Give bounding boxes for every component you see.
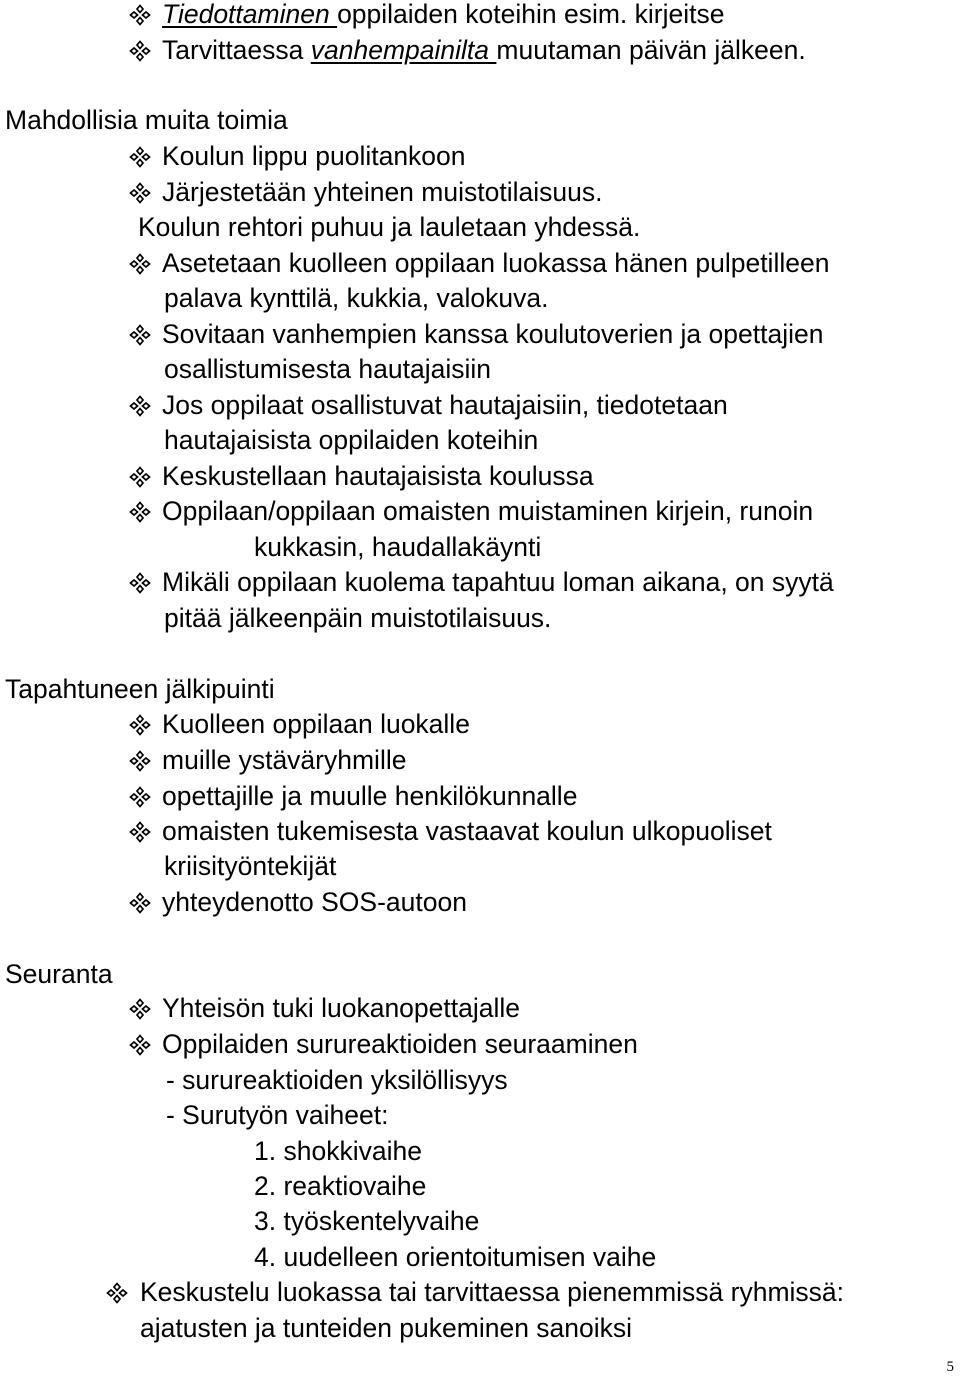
section-heading: Seuranta: [5, 959, 113, 989]
list-item: Yhteisön tuki luokanopettajalle: [162, 993, 520, 1023]
four-diamond-bullet-icon: [129, 750, 151, 772]
four-diamond-bullet-icon: [129, 821, 151, 843]
four-diamond-bullet-icon: [129, 182, 151, 204]
list-item: Tarvittaessa vanhempainilta muutaman päivän jälkeen.: [162, 35, 806, 65]
list-item-continuation: palava kynttilä, kukkia, valokuva.: [164, 283, 549, 313]
list-item: Kuolleen oppilaan luokalle: [162, 709, 470, 739]
four-diamond-bullet-icon: [129, 324, 151, 346]
section-heading: Tapahtuneen jälkipuinti: [5, 674, 275, 704]
section-heading: Mahdollisia muita toimia: [5, 105, 288, 135]
phase-item: 3. työskentelyvaihe: [254, 1206, 480, 1236]
four-diamond-bullet-icon: [129, 714, 151, 736]
sub-item: - surureaktioiden yksilöllisyys: [166, 1065, 508, 1095]
list-item: Mikäli oppilaan kuolema tapahtuu loman aikana, on syytä: [162, 567, 834, 597]
list-item: Asetetaan kuolleen oppilaan luokassa hänen pulpetilleen: [162, 248, 830, 278]
emphasized-text: Tiedottaminen: [162, 0, 338, 29]
four-diamond-bullet-icon: [129, 466, 151, 488]
page-number: 5: [946, 1359, 954, 1375]
list-item: muille ystäväryhmille: [162, 745, 407, 775]
four-diamond-bullet-icon: [129, 501, 151, 523]
list-item: Järjestetään yhteinen muistotilaisuus.: [162, 177, 603, 207]
four-diamond-bullet-icon: [106, 1282, 128, 1304]
four-diamond-bullet-icon: [129, 395, 151, 417]
list-item-continuation: hautajaisista oppilaiden koteihin: [164, 425, 539, 455]
list-item: Sovitaan vanhempien kanssa koulutoverien ja opettajien: [162, 319, 824, 349]
list-item-continuation: kriisityöntekijät: [164, 851, 337, 881]
four-diamond-bullet-icon: [129, 1034, 151, 1056]
list-item: Keskustellaan hautajaisista koulussa: [162, 461, 594, 491]
list-item-continuation: kukkasin, haudallakäynti: [254, 532, 542, 562]
list-item: Oppilaan/oppilaan omaisten muistaminen kirjein, runoin: [162, 496, 814, 526]
four-diamond-bullet-icon: [129, 40, 151, 62]
list-item-continuation: pitää jälkeenpäin muistotilaisuus.: [164, 603, 552, 633]
list-item: yhteydenotto SOS-autoon: [162, 887, 467, 917]
list-item-continuation: ajatusten ja tunteiden pukeminen sanoiksi: [140, 1313, 633, 1343]
emphasized-text: vanhempainilta: [310, 35, 497, 65]
list-item: Keskustelu luokassa tai tarvittaessa pienemmissä ryhmissä:: [140, 1277, 845, 1307]
list-item: Koulun lippu puolitankoon: [162, 141, 466, 171]
four-diamond-bullet-icon: [129, 998, 151, 1020]
list-item-continuation: osallistumisesta hautajaisiin: [164, 354, 491, 384]
list-item: Jos oppilaat osallistuvat hautajaisiin, tiedotetaan: [162, 390, 728, 420]
list-item: omaisten tukemisesta vastaavat koulun ulkopuoliset: [162, 816, 772, 846]
four-diamond-bullet-icon: [129, 253, 151, 275]
four-diamond-bullet-icon: [129, 786, 151, 808]
phase-item: 4. uudelleen orientoitumisen vaihe: [254, 1242, 657, 1272]
phase-item: 1. shokkivaihe: [254, 1136, 422, 1166]
sub-item: - Surutyön vaiheet:: [166, 1100, 389, 1130]
list-item: opettajille ja muulle henkilökunnalle: [162, 781, 578, 811]
four-diamond-bullet-icon: [129, 892, 151, 914]
list-item-continuation: Koulun rehtori puhuu ja lauletaan yhdessä.: [138, 212, 641, 242]
four-diamond-bullet-icon: [129, 4, 151, 26]
list-item: Tiedottaminen oppilaiden koteihin esim. kirjeitse: [162, 0, 725, 29]
phase-item: 2. reaktiovaihe: [254, 1171, 427, 1201]
list-item: Oppilaiden surureaktioiden seuraaminen: [162, 1029, 638, 1059]
four-diamond-bullet-icon: [129, 146, 151, 168]
four-diamond-bullet-icon: [129, 572, 151, 594]
